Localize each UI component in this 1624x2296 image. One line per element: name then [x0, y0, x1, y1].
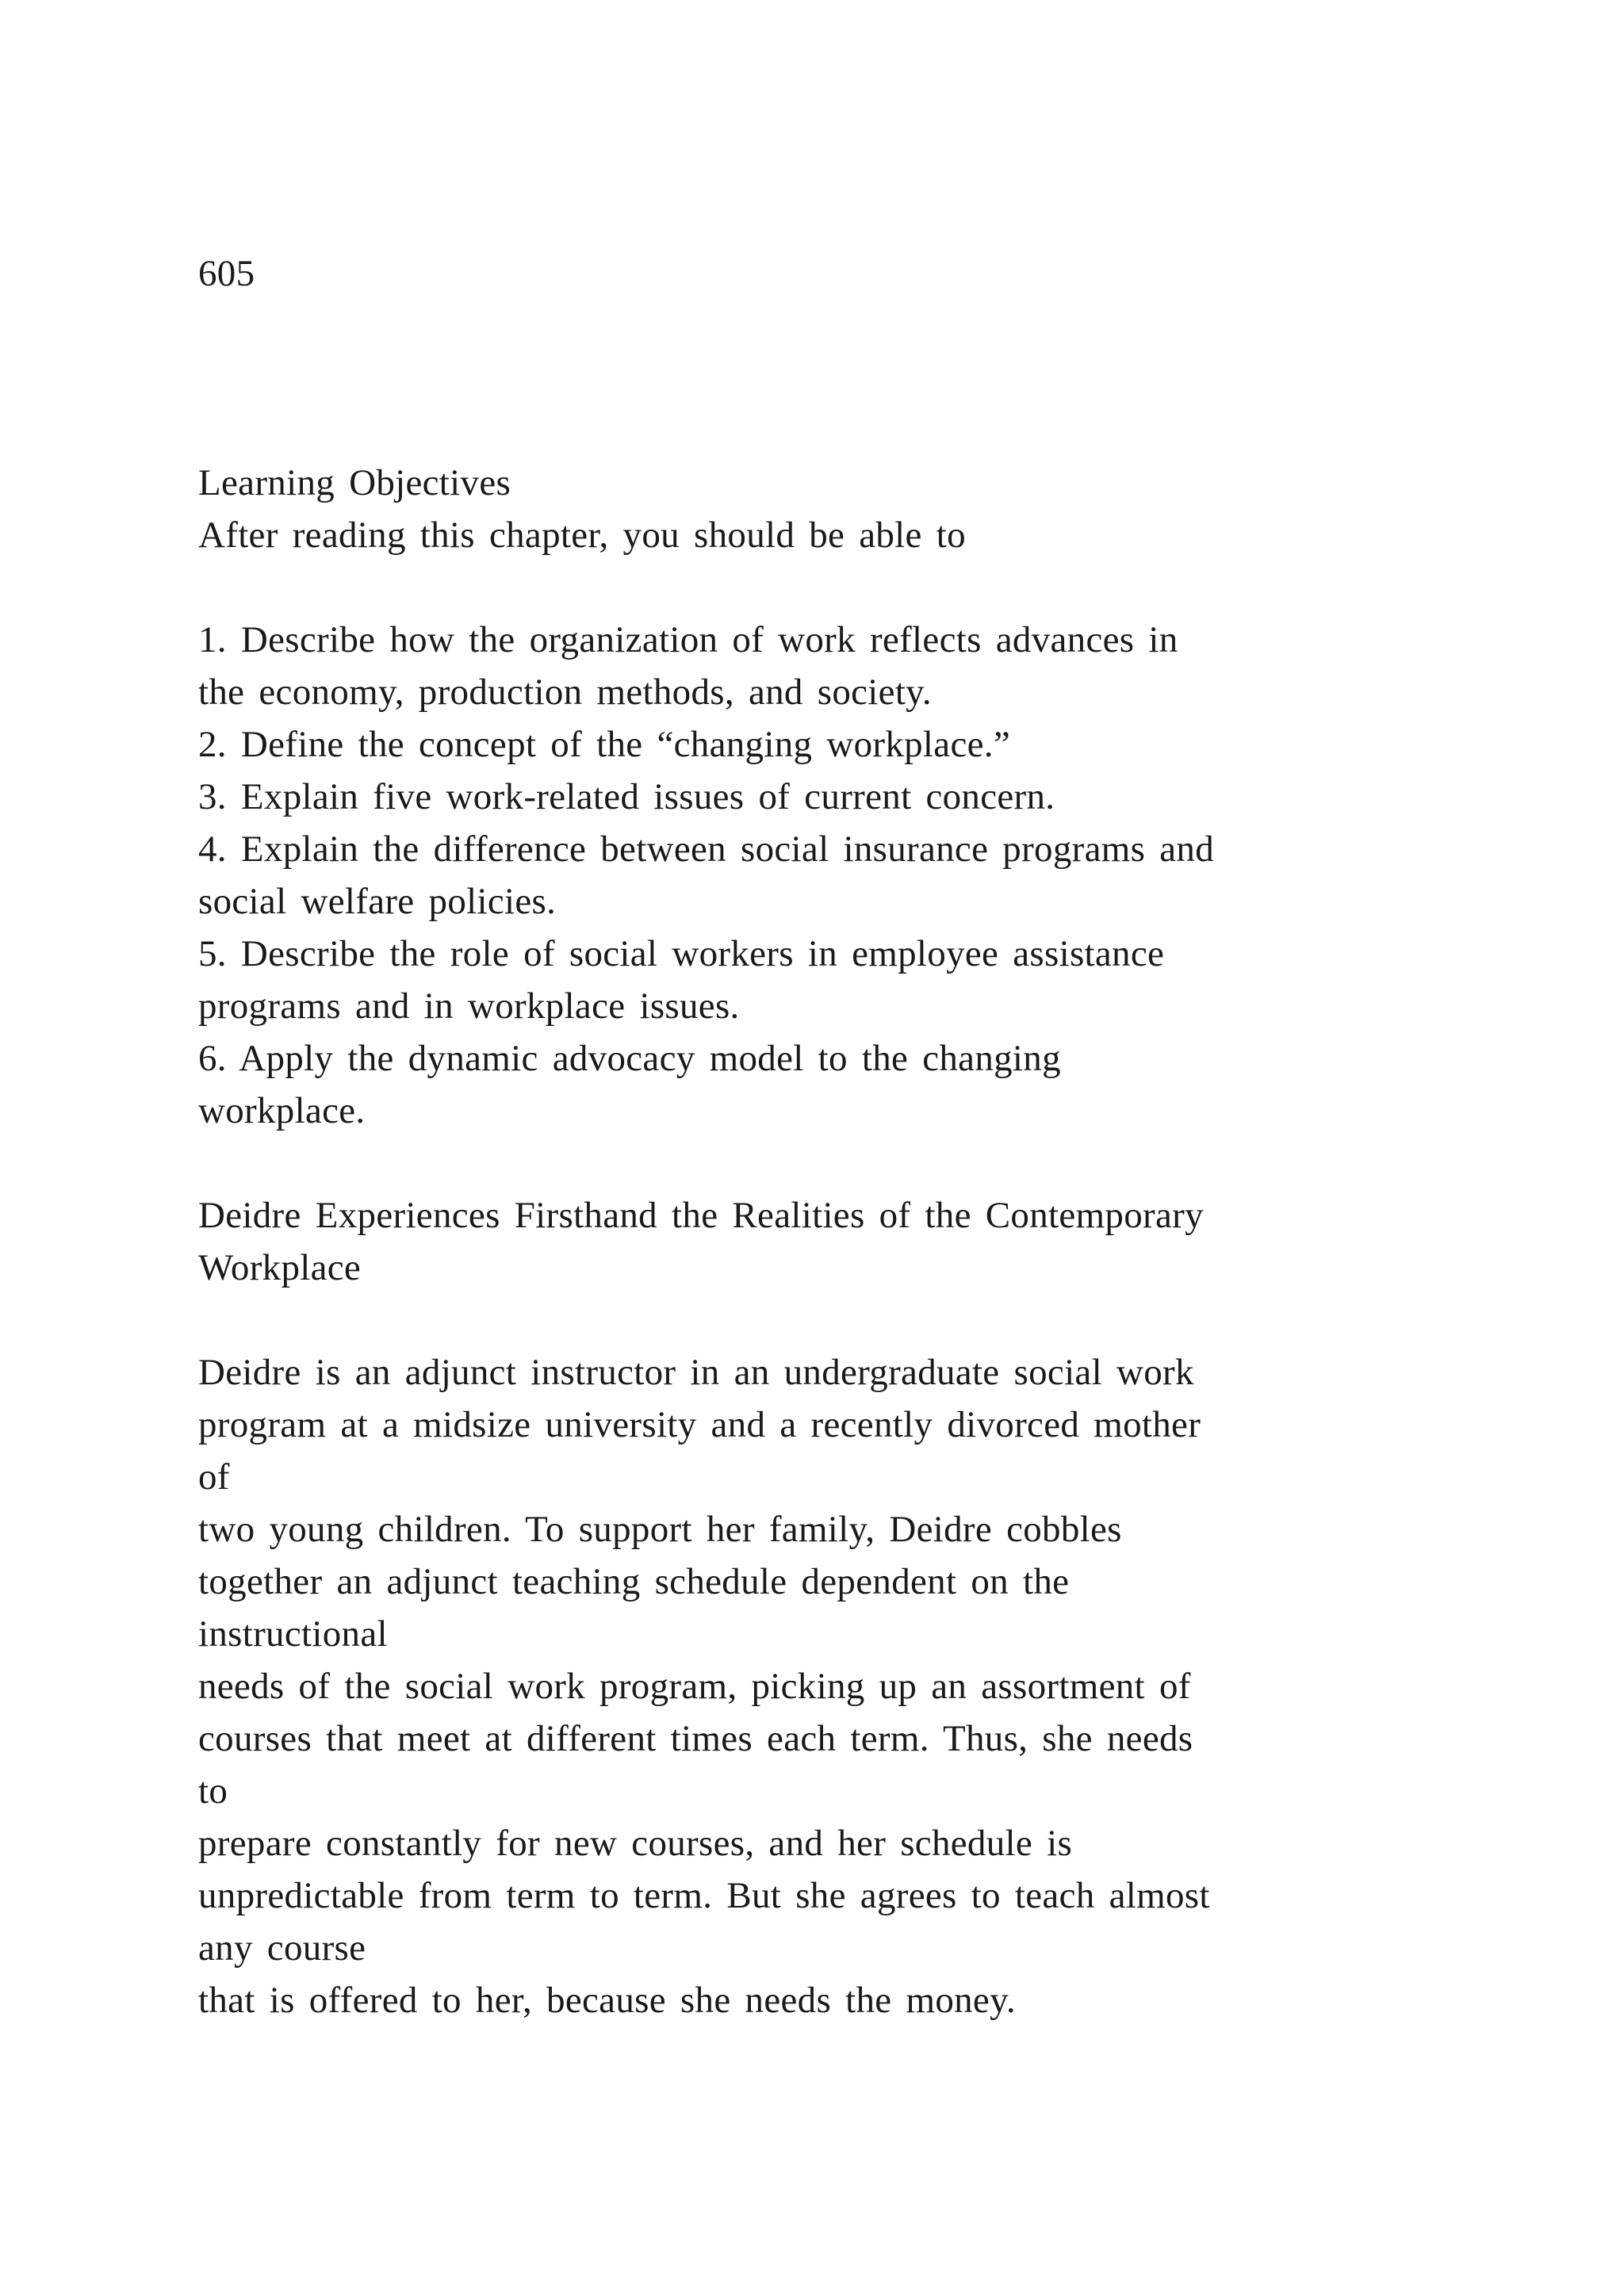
case-body-line: any course	[198, 1927, 366, 1969]
case-title-line: Deidre Experiences Firsthand the Realities of the Contemporary	[198, 1195, 1204, 1236]
case-body-line: Deidre is an adjunct instructor in an undergraduate social work	[198, 1352, 1194, 1393]
case-body-line: needs of the social work program, picking up an assortment of	[198, 1666, 1191, 1707]
case-body-line: two young children. To support her family, Deidre cobbles	[198, 1509, 1122, 1550]
objective-line: 2. Define the concept of the “changing workplace.”	[198, 724, 1010, 765]
case-body-line: together an adjunct teaching schedule dependent on the	[198, 1561, 1070, 1602]
objective-line: 3. Explain five work-related issues of current concern.	[198, 776, 1055, 817]
objective-line: the economy, production methods, and society.	[198, 672, 932, 713]
case-body-line: of	[198, 1456, 230, 1498]
objective-line: social welfare policies.	[198, 881, 557, 922]
objective-line: programs and in workplace issues.	[198, 985, 740, 1027]
objective-line: 6. Apply the dynamic advocacy model to the changing	[198, 1038, 1061, 1079]
case-body-line: that is offered to her, because she needs the money.	[198, 1980, 1016, 2021]
case-body-line: unpredictable from term to term. But she agrees to teach almost	[198, 1875, 1210, 1916]
objective-line: workplace.	[198, 1090, 366, 1131]
case-body-line: prepare constantly for new courses, and her schedule is	[198, 1823, 1073, 1864]
case-title-line: Workplace	[198, 1247, 362, 1288]
objective-line: 4. Explain the difference between social insurance programs and	[198, 828, 1215, 870]
objective-line: 1. Describe how the organization of work reflects advances in	[198, 619, 1178, 660]
case-body-line: instructional	[198, 1613, 388, 1655]
page-number: 605	[198, 253, 255, 294]
objective-line: 5. Describe the role of social workers in employee assistance	[198, 933, 1165, 974]
objectives-intro: After reading this chapter, you should be able to	[198, 515, 966, 556]
case-body-line: program at a midsize university and a recently divorced mother	[198, 1404, 1201, 1445]
case-body-line: to	[198, 1770, 228, 1812]
objectives-heading: Learning Objectives	[198, 462, 511, 503]
case-body-line: courses that meet at different times each term. Thus, she needs	[198, 1718, 1193, 1759]
